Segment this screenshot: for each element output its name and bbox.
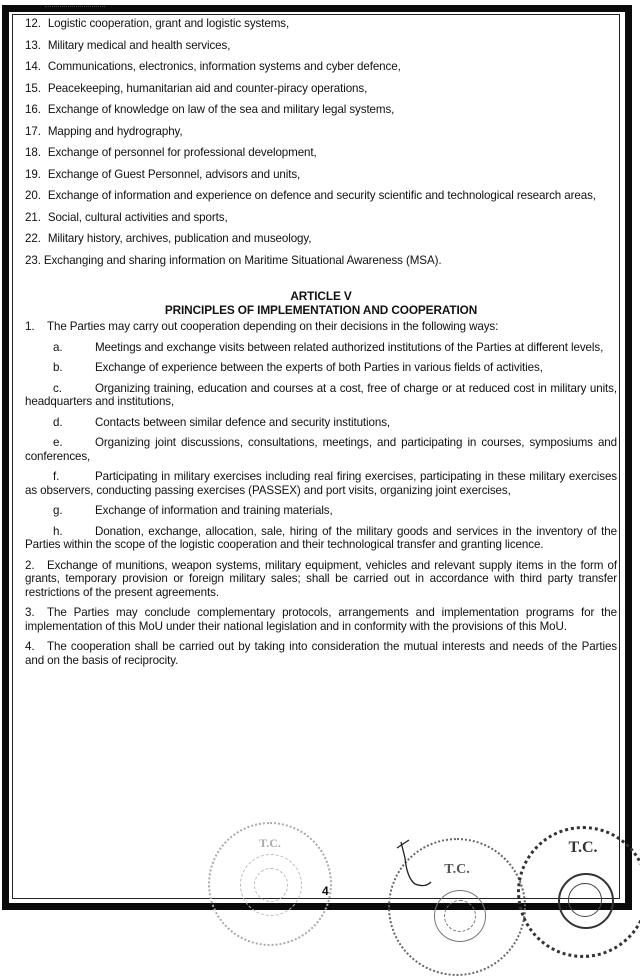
sub-item: h. Donation, exchange, allocation, sale, hiring of the military goods and services in the inventory of the Parties within the scope of the logistic cooperation and their technological transfer and granting licence. bbox=[25, 524, 617, 551]
paragraph-2: 2. Exchange of munitions, weapon systems, military equipment, vehicles and relevant supply items in the form of grants, temporary provision or foreign military sales; shall be carried out in accordance with third party transfer restrictions of the present agreements. bbox=[25, 558, 617, 599]
official-stamp: T.C. bbox=[388, 838, 526, 976]
list-item: 23. Exchanging and sharing information on Maritime Situational Awareness (MSA). bbox=[25, 253, 442, 267]
sub-item: e. Organizing joint discussions, consultations, meetings, and participating in courses, symposiums and conferences, bbox=[25, 436, 617, 463]
document-body bbox=[25, 17, 617, 674]
page-number: 4 bbox=[322, 884, 329, 898]
signature-mark bbox=[395, 838, 435, 898]
sub-item: c. Organizing training, education and courses at a cost, free of charge or at reduced cost in military units, headquarters and institutions, bbox=[25, 381, 617, 408]
list-item: 12. Logistic cooperation, grant and logistic systems, bbox=[25, 17, 290, 30]
list-item: 18. Exchange of personnel for professional development, bbox=[25, 146, 317, 159]
article-heading bbox=[25, 289, 617, 317]
sub-item: b. Exchange of experience between the experts of both Parties in various fields of activities, bbox=[53, 361, 543, 374]
list-item: 21. Social, cultural activities and sports, bbox=[25, 210, 228, 224]
article-title: PRINCIPLES OF IMPLEMENTATION AND COOPERATION bbox=[164, 303, 478, 317]
paragraph-3: 3. The Parties may conclude complementary protocols, arrangements and implementation programs for the implementation of this MoU under their national legislation and in conformity with the provisions of this MoU. bbox=[25, 606, 617, 633]
official-stamp-dark: T.C. bbox=[517, 826, 640, 958]
paragraph-1: 1. The Parties may carry out cooperation depending on their decisions in the following ways: bbox=[25, 320, 499, 333]
sub-item: a. Meetings and exchange visits between related authorized institutions of the Parties at different levels, bbox=[53, 340, 604, 354]
list-item: 22. Military history, archives, publication and museology, bbox=[25, 232, 312, 245]
cooperation-areas-list bbox=[25, 17, 617, 267]
sub-item: f. Participating in military exercises including real firing exercises, participating in these military exercises as observers, conducting passing exercises (PASSEX) and port visits, organizing joint exercises, bbox=[25, 470, 617, 497]
paragraph-4: 4. The cooperation shall be carried out by taking into consideration the mutual interests and needs of the Parties and on the basis of reciprocity. bbox=[25, 640, 617, 667]
sub-item: g. Exchange of information and training materials, bbox=[53, 504, 333, 517]
list-item: 20. Exchange of information and experience on defence and security scientific and technological research areas, bbox=[25, 189, 596, 202]
list-item: 19. Exchange of Guest Personnel, advisors and units, bbox=[25, 167, 301, 181]
scan-mark bbox=[45, 6, 105, 10]
article-number: ARTICLE V bbox=[290, 289, 352, 303]
list-item: 17. Mapping and hydrography, bbox=[25, 124, 183, 138]
sub-item: d. Contacts between similar defence and security institutions, bbox=[53, 415, 391, 429]
list-item: 14. Communications, electronics, information systems and cyber defence, bbox=[25, 60, 401, 73]
official-stamp-faint: T.C. bbox=[208, 822, 332, 946]
list-item: 15. Peacekeeping, humanitarian aid and counter-piracy operations, bbox=[25, 81, 368, 95]
cooperation-ways-list bbox=[25, 341, 617, 552]
list-item: 16. Exchange of knowledge on law of the sea and military legal systems, bbox=[25, 103, 395, 116]
list-item: 13. Military medical and health services, bbox=[25, 38, 231, 52]
